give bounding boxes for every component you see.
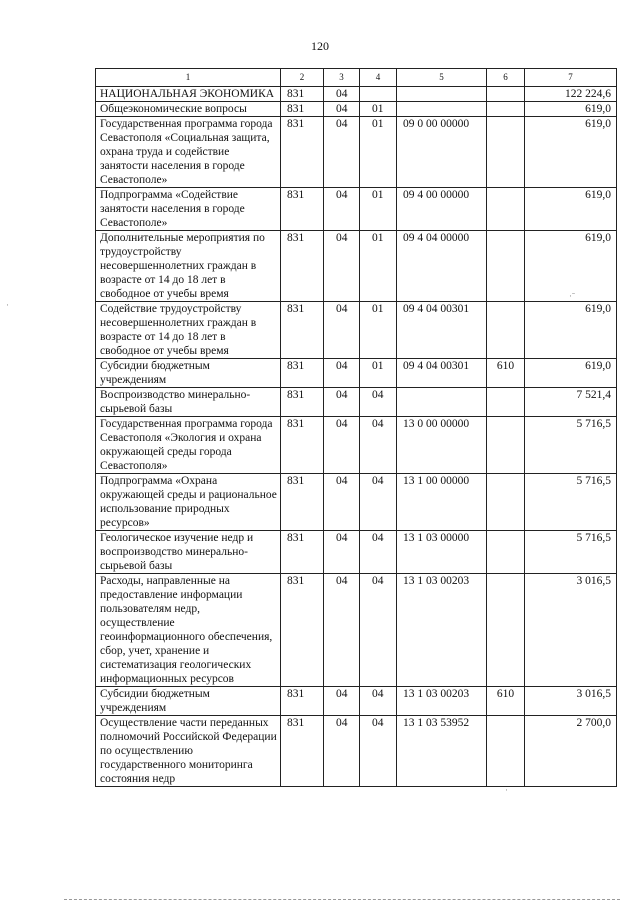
row-subsection: 04 xyxy=(360,574,397,687)
row-expense-type: 610 xyxy=(487,687,525,716)
row-admin-code: 831 xyxy=(281,716,324,787)
row-name: Государственная программа города Севастополя «Экология и охрана окружающей среды города Севастополя» xyxy=(96,417,281,474)
row-admin-code: 831 xyxy=(281,531,324,574)
table-row xyxy=(96,102,617,117)
row-target-article: 13 1 00 00000 xyxy=(397,474,487,531)
row-sum: 3 016,5 xyxy=(525,574,617,687)
row-target-article: 13 1 03 00000 xyxy=(397,531,487,574)
row-expense-type xyxy=(487,117,525,188)
header-col-6: 6 xyxy=(487,69,525,87)
row-subsection: 04 xyxy=(360,531,397,574)
row-sum: 5 716,5 xyxy=(525,417,617,474)
row-subsection: 01 xyxy=(360,359,397,388)
row-sum: 619,0 xyxy=(525,102,617,117)
table-row xyxy=(96,574,617,687)
row-name: Государственная программа города Севастополя «Социальная защита, охрана труда и содействие занятости населения в городе Севастополе» xyxy=(96,117,281,188)
row-expense-type xyxy=(487,574,525,687)
row-admin-code: 831 xyxy=(281,417,324,474)
row-target-article: 09 4 04 00301 xyxy=(397,359,487,388)
table-row xyxy=(96,417,617,474)
header-col-7: 7 xyxy=(525,69,617,87)
row-name: Осуществление части переданных полномочий Российской Федерации по осуществлению государственного мониторинга состояния недр xyxy=(96,716,281,787)
row-sum: 619,0 xyxy=(525,117,617,188)
row-subsection: 01 xyxy=(360,188,397,231)
row-target-article: 13 1 03 00203 xyxy=(397,574,487,687)
row-target-article: 09 4 04 00301 xyxy=(397,302,487,359)
header-col-5: 5 xyxy=(397,69,487,87)
table-row xyxy=(96,474,617,531)
row-sum: 619,0 xyxy=(525,231,617,302)
row-admin-code: 831 xyxy=(281,474,324,531)
row-expense-type: 610 xyxy=(487,359,525,388)
row-name: Содействие трудоустройству несовершеннолетних граждан в возрасте от 14 до 18 лет в свободное от учебы время xyxy=(96,302,281,359)
row-subsection: 01 xyxy=(360,231,397,302)
row-section: 04 xyxy=(324,117,360,188)
row-target-article: 09 4 00 00000 xyxy=(397,188,487,231)
row-sum: 7 521,4 xyxy=(525,388,617,417)
row-admin-code: 831 xyxy=(281,231,324,302)
table-row xyxy=(96,388,617,417)
row-sum: 122 224,6 xyxy=(525,87,617,102)
row-subsection: 01 xyxy=(360,102,397,117)
row-expense-type xyxy=(487,388,525,417)
row-subsection: 04 xyxy=(360,474,397,531)
header-col-1: 1 xyxy=(96,69,281,87)
row-section: 04 xyxy=(324,302,360,359)
row-admin-code: 831 xyxy=(281,302,324,359)
budget-table xyxy=(95,68,617,787)
row-expense-type xyxy=(487,716,525,787)
header-col-2: 2 xyxy=(281,69,324,87)
table-row xyxy=(96,231,617,302)
row-sum: 2 700,0 xyxy=(525,716,617,787)
scan-mark: · xyxy=(6,300,9,310)
row-section: 04 xyxy=(324,359,360,388)
row-section: 04 xyxy=(324,102,360,117)
row-section: 04 xyxy=(324,716,360,787)
row-section: 04 xyxy=(324,231,360,302)
header-row xyxy=(96,69,617,87)
table-row xyxy=(96,302,617,359)
row-admin-code: 831 xyxy=(281,388,324,417)
header-col-3: 3 xyxy=(324,69,360,87)
row-admin-code: 831 xyxy=(281,87,324,102)
row-section: 04 xyxy=(324,687,360,716)
table-row xyxy=(96,716,617,787)
page-bottom-edge xyxy=(64,899,620,900)
row-admin-code: 831 xyxy=(281,687,324,716)
row-name: НАЦИОНАЛЬНАЯ ЭКОНОМИКА xyxy=(96,87,281,102)
row-admin-code: 831 xyxy=(281,117,324,188)
table-row xyxy=(96,87,617,102)
row-expense-type xyxy=(487,188,525,231)
row-target-article: 13 1 03 00203 xyxy=(397,687,487,716)
row-sum: 619,0 xyxy=(525,188,617,231)
row-subsection: 04 xyxy=(360,687,397,716)
row-target-article xyxy=(397,102,487,117)
row-expense-type xyxy=(487,474,525,531)
row-name: Геологическое изучение недр и воспроизводство минерально-сырьевой базы xyxy=(96,531,281,574)
row-name: Воспроизводство минерально-сырьевой базы xyxy=(96,388,281,417)
row-section: 04 xyxy=(324,188,360,231)
row-expense-type xyxy=(487,531,525,574)
scan-mark: · xyxy=(505,785,508,795)
table-row xyxy=(96,188,617,231)
row-expense-type xyxy=(487,87,525,102)
row-section: 04 xyxy=(324,574,360,687)
row-name: Подпрограмма «Содействие занятости населения в городе Севастополе» xyxy=(96,188,281,231)
row-section: 04 xyxy=(324,388,360,417)
row-subsection: 04 xyxy=(360,417,397,474)
table-row xyxy=(96,687,617,716)
row-sum: 5 716,5 xyxy=(525,531,617,574)
row-target-article: 09 4 04 00000 xyxy=(397,231,487,302)
row-subsection: 01 xyxy=(360,117,397,188)
table-row xyxy=(96,359,617,388)
row-admin-code: 831 xyxy=(281,574,324,687)
row-expense-type xyxy=(487,102,525,117)
row-name: Субсидии бюджетным учреждениям xyxy=(96,359,281,388)
row-name: Подпрограмма «Охрана окружающей среды и рациональное использование природных ресурсов» xyxy=(96,474,281,531)
row-sum: 619,0 xyxy=(525,359,617,388)
row-name: Дополнительные мероприятия по трудоустройству несовершеннолетних граждан в возрасте от 14 до 18 лет в свободное от учебы время xyxy=(96,231,281,302)
row-subsection: 01 xyxy=(360,302,397,359)
row-subsection xyxy=(360,87,397,102)
row-section: 04 xyxy=(324,474,360,531)
row-sum: 619,0 xyxy=(525,302,617,359)
row-admin-code: 831 xyxy=(281,188,324,231)
row-sum: 3 016,5 xyxy=(525,687,617,716)
table-row xyxy=(96,531,617,574)
page-number: 120 xyxy=(311,39,329,53)
row-expense-type xyxy=(487,417,525,474)
row-section: 04 xyxy=(324,531,360,574)
row-subsection: 04 xyxy=(360,388,397,417)
table-row xyxy=(96,117,617,188)
row-sum: 5 716,5 xyxy=(525,474,617,531)
row-admin-code: 831 xyxy=(281,102,324,117)
row-subsection: 04 xyxy=(360,716,397,787)
row-expense-type xyxy=(487,231,525,302)
row-target-article xyxy=(397,87,487,102)
row-name: Расходы, направленные на предоставление информации пользователям недр, осуществление геоинформационного обеспечения, сбор, учет, хранение и систематизация геологических информационных ресурсов xyxy=(96,574,281,687)
row-expense-type xyxy=(487,302,525,359)
row-name: Субсидии бюджетным учреждениям xyxy=(96,687,281,716)
row-target-article: 09 0 00 00000 xyxy=(397,117,487,188)
row-target-article xyxy=(397,388,487,417)
row-section: 04 xyxy=(324,417,360,474)
row-target-article: 13 1 03 53952 xyxy=(397,716,487,787)
scan-mark: ·ˉ xyxy=(569,291,575,301)
row-admin-code: 831 xyxy=(281,359,324,388)
row-name: Общеэкономические вопросы xyxy=(96,102,281,117)
row-section: 04 xyxy=(324,87,360,102)
row-target-article: 13 0 00 00000 xyxy=(397,417,487,474)
header-col-4: 4 xyxy=(360,69,397,87)
